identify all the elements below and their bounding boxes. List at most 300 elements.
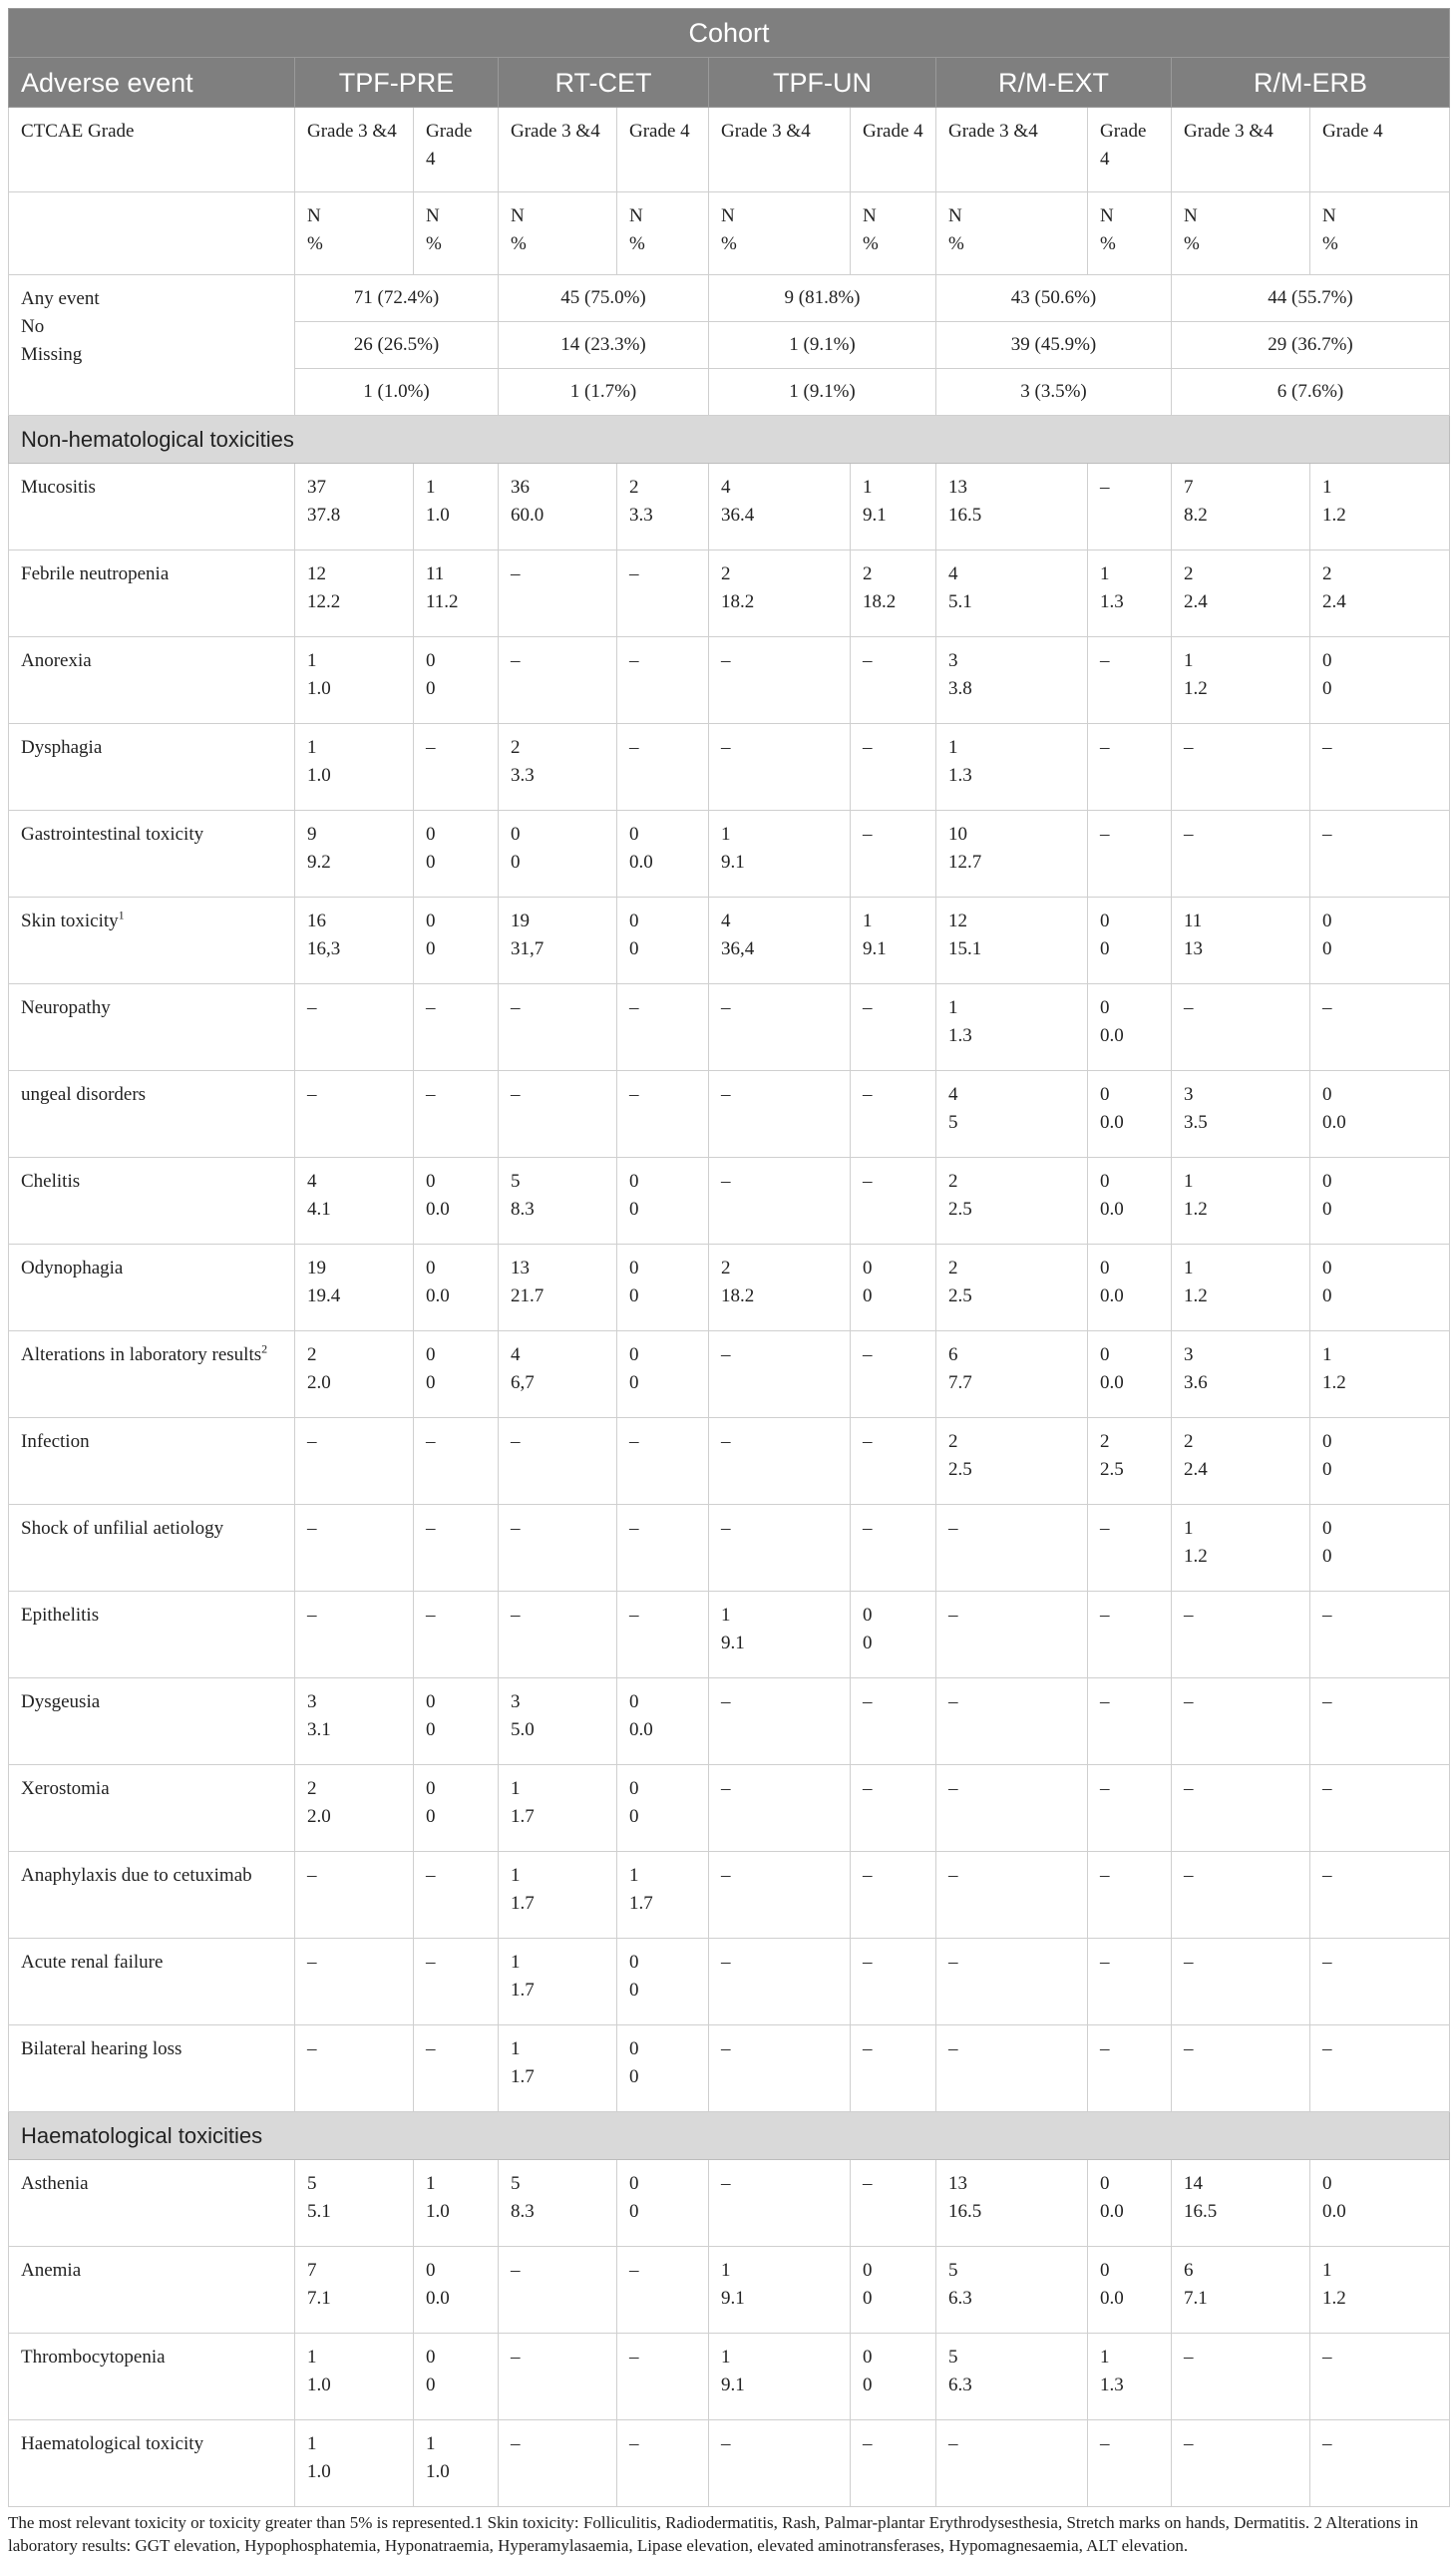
data-cell <box>709 1245 851 1331</box>
cell-count: – <box>1322 997 1332 1018</box>
footnote-marker: 1 <box>118 908 125 922</box>
data-cell <box>499 984 617 1071</box>
data-cell <box>1310 1678 1450 1765</box>
data-cell <box>414 1592 499 1678</box>
data-cell <box>1310 2420 1450 2507</box>
data-cell <box>1172 1158 1310 1245</box>
table-row <box>9 811 1450 898</box>
data-cell <box>936 2247 1088 2334</box>
data-cell <box>1172 1071 1310 1158</box>
cell-count: 1 <box>511 2038 521 2059</box>
cell-count: 0 <box>629 1952 639 1973</box>
cell-count: 11 <box>426 563 445 584</box>
data-cell <box>709 1418 851 1505</box>
data-cell <box>1172 1418 1310 1505</box>
cell-percent: 21.7 <box>511 1285 545 1306</box>
cell-percent: 13 <box>1184 938 1203 959</box>
cell-percent: 0.0 <box>1100 1025 1124 1046</box>
cell-count: – <box>1322 737 1332 758</box>
cell-percent: 3.6 <box>1184 1372 1208 1393</box>
cell-percent: 2.5 <box>948 1459 972 1480</box>
row-label <box>9 1678 295 1765</box>
cell-count: 1 <box>1184 1258 1194 1278</box>
data-cell <box>499 2420 617 2507</box>
data-cell <box>936 637 1088 724</box>
cell-count: – <box>1100 1518 1110 1539</box>
data-cell <box>499 1939 617 2025</box>
row-label <box>9 2420 295 2507</box>
n-label: N <box>863 205 877 226</box>
cell-count: 0 <box>629 1258 639 1278</box>
data-cell <box>936 550 1088 637</box>
cell-count: – <box>629 1084 639 1105</box>
cohort-header: RT-CET <box>499 58 709 108</box>
data-cell <box>499 1245 617 1331</box>
cell-count: 4 <box>721 477 731 498</box>
data-cell <box>851 984 936 1071</box>
data-cell <box>936 984 1088 1071</box>
cell-count: 7 <box>1184 477 1194 498</box>
data-cell <box>499 811 617 898</box>
cell-percent: 2.4 <box>1322 591 1346 612</box>
row-label-text: Febrile neutropenia <box>21 563 170 584</box>
cell-percent: 0 <box>629 2066 639 2087</box>
cell-percent: 1.2 <box>1184 678 1208 699</box>
data-cell <box>295 811 414 898</box>
data-cell <box>617 1245 709 1331</box>
cell-percent: 16.5 <box>948 505 982 526</box>
cell-percent: 8.2 <box>1184 505 1208 526</box>
cell-count: – <box>721 1084 731 1105</box>
grade-cell: Grade 4 <box>1310 108 1450 192</box>
cell-percent: 0 <box>426 2374 436 2395</box>
data-cell <box>1088 2334 1172 2420</box>
cell-percent: 5.1 <box>307 2201 331 2222</box>
cell-count: 0 <box>1100 2260 1110 2281</box>
data-cell <box>1310 984 1450 1071</box>
table-row <box>9 1939 1450 2025</box>
cell-count: 0 <box>1322 1258 1332 1278</box>
table-container <box>8 8 1449 2557</box>
data-cell <box>617 1678 709 1765</box>
cell-count: – <box>721 2038 731 2059</box>
cell-count: 2 <box>721 563 731 584</box>
cell-percent: 7.7 <box>948 1372 972 1393</box>
data-cell <box>295 2160 414 2247</box>
cell-count: 2 <box>1100 1431 1110 1452</box>
data-cell <box>414 1245 499 1331</box>
summary-cell: 1 (1.0%) <box>295 369 499 416</box>
cell-count: 0 <box>863 1605 873 1626</box>
cell-count: – <box>629 650 639 671</box>
cell-percent: 0 <box>1322 678 1332 699</box>
data-cell <box>936 2160 1088 2247</box>
data-cell <box>936 724 1088 811</box>
cell-count: 1 <box>1322 2260 1332 2281</box>
cell-count: 0 <box>426 2347 436 2368</box>
cell-count: 0 <box>426 1691 436 1712</box>
n-percent-cell <box>617 192 709 275</box>
data-cell <box>295 1765 414 1852</box>
cell-percent: 9.2 <box>307 852 331 873</box>
cell-percent: 1.2 <box>1322 2288 1346 2309</box>
n-label: N <box>629 205 643 226</box>
n-label: N <box>721 205 735 226</box>
summary-cell: 26 (26.5%) <box>295 322 499 369</box>
table-row <box>9 2420 1450 2507</box>
cell-count: – <box>721 1691 731 1712</box>
cell-count: – <box>1100 1605 1110 1626</box>
row-label-text: Dysgeusia <box>21 1691 101 1712</box>
data-cell <box>1088 1765 1172 1852</box>
cell-percent: 60.0 <box>511 505 545 526</box>
row-label <box>9 898 295 984</box>
data-cell <box>414 1505 499 1592</box>
data-cell <box>936 1331 1088 1418</box>
cell-count: – <box>511 563 521 584</box>
cell-count: 9 <box>307 824 317 845</box>
cell-percent: 0 <box>1322 1285 1332 1306</box>
cell-count: 1 <box>307 650 317 671</box>
data-cell <box>1172 724 1310 811</box>
data-cell <box>1310 637 1450 724</box>
data-cell <box>851 811 936 898</box>
cell-count: 2 <box>629 477 639 498</box>
data-cell <box>709 2334 851 2420</box>
data-cell <box>617 550 709 637</box>
n-percent-cell <box>1172 192 1310 275</box>
data-cell <box>936 898 1088 984</box>
row-label <box>9 1071 295 1158</box>
grade-cell: Grade 4 <box>617 108 709 192</box>
table-row <box>9 898 1450 984</box>
row-label-text: Anorexia <box>21 650 92 671</box>
cell-count: 1 <box>863 911 873 931</box>
cohort-header: R/M-ERB <box>1172 58 1450 108</box>
cell-count: – <box>863 1952 873 1973</box>
data-cell <box>414 2420 499 2507</box>
cell-count: – <box>863 1084 873 1105</box>
summary-cell: 1 (9.1%) <box>709 369 936 416</box>
summary-cell: 14 (23.3%) <box>499 322 709 369</box>
table-row <box>9 1505 1450 1592</box>
cell-percent: 0 <box>1322 1546 1332 1567</box>
cell-count: – <box>948 1605 958 1626</box>
data-cell <box>709 811 851 898</box>
data-cell <box>851 1158 936 1245</box>
cell-count: 1 <box>1184 1171 1194 1192</box>
n-label: N <box>426 205 440 226</box>
cell-percent: 1.2 <box>1184 1285 1208 1306</box>
cell-count: – <box>1100 1865 1110 1886</box>
cell-percent: 9.1 <box>863 505 887 526</box>
cell-count: – <box>721 650 731 671</box>
row-label-text: Chelitis <box>21 1171 81 1192</box>
cohort-header: TPF-UN <box>709 58 936 108</box>
row-label <box>9 1592 295 1678</box>
data-cell <box>295 1505 414 1592</box>
data-cell <box>1172 898 1310 984</box>
cell-count: – <box>511 1431 521 1452</box>
cell-count: – <box>863 997 873 1018</box>
cell-count: – <box>863 824 873 845</box>
data-cell <box>499 1418 617 1505</box>
grade-cell: Grade 3 &4 <box>709 108 851 192</box>
data-cell <box>851 464 936 550</box>
data-cell <box>1310 1505 1450 1592</box>
summary-cell: 39 (45.9%) <box>936 322 1172 369</box>
data-cell <box>414 1418 499 1505</box>
cell-count: 2 <box>307 1778 317 1799</box>
table-row <box>9 1592 1450 1678</box>
cell-count: – <box>721 1865 731 1886</box>
cell-percent: 1.3 <box>948 765 972 786</box>
data-cell <box>1310 1765 1450 1852</box>
cell-count: – <box>629 2433 639 2454</box>
data-cell <box>617 724 709 811</box>
cell-count: – <box>863 2433 873 2454</box>
row-label-text: ungeal disorders <box>21 1084 147 1105</box>
row-label-text: Shock of unfilial aetiology <box>21 1518 224 1539</box>
cell-count: – <box>629 1518 639 1539</box>
table-row <box>9 2334 1450 2420</box>
cell-percent: 9.1 <box>721 1633 745 1653</box>
data-cell <box>295 1158 414 1245</box>
data-cell <box>709 984 851 1071</box>
n-percent-cell <box>499 192 617 275</box>
data-cell <box>617 811 709 898</box>
cell-count: – <box>721 1952 731 1973</box>
cell-percent: 1.7 <box>629 1893 653 1914</box>
data-cell <box>1310 2247 1450 2334</box>
data-cell <box>1088 1939 1172 2025</box>
cell-count: 5 <box>948 2347 958 2368</box>
data-cell <box>709 1765 851 1852</box>
n-percent-cell <box>295 192 414 275</box>
data-cell <box>851 1418 936 1505</box>
cell-count: – <box>1100 1778 1110 1799</box>
data-cell <box>1310 1331 1450 1418</box>
row-label <box>9 1158 295 1245</box>
cell-count: 0 <box>426 650 436 671</box>
data-cell <box>295 724 414 811</box>
cell-percent: 1.0 <box>307 678 331 699</box>
cell-count: 1 <box>1322 1344 1332 1365</box>
data-cell <box>295 1331 414 1418</box>
cell-percent: 1.0 <box>307 2374 331 2395</box>
cell-count: – <box>1184 2433 1194 2454</box>
cell-count: – <box>1100 477 1110 498</box>
data-cell <box>295 1418 414 1505</box>
cell-count: – <box>1184 1952 1194 1973</box>
cell-count: – <box>1184 1778 1194 1799</box>
cell-percent: 1.3 <box>948 1025 972 1046</box>
data-cell <box>499 637 617 724</box>
data-cell <box>1172 550 1310 637</box>
cell-percent: 0 <box>629 1199 639 1220</box>
cell-count: – <box>721 737 731 758</box>
data-cell <box>851 724 936 811</box>
cell-count: – <box>426 2038 436 2059</box>
cell-count: 0 <box>863 2347 873 2368</box>
cell-percent: 0 <box>629 1285 639 1306</box>
data-cell <box>1088 811 1172 898</box>
data-cell <box>1088 637 1172 724</box>
cell-percent: 37.8 <box>307 505 341 526</box>
cell-percent: 8.3 <box>511 1199 535 1220</box>
cell-count: 2 <box>1184 563 1194 584</box>
n-percent-cell <box>936 192 1088 275</box>
cell-count: 0 <box>629 824 639 845</box>
n-percent-cell <box>709 192 851 275</box>
data-cell <box>1310 1592 1450 1678</box>
data-cell <box>936 1678 1088 1765</box>
cell-count: – <box>1322 2433 1332 2454</box>
table-row <box>9 724 1450 811</box>
grade-cell: Grade 4 <box>414 108 499 192</box>
cell-count: 0 <box>426 1344 436 1365</box>
data-cell <box>936 1852 1088 1939</box>
cell-count: 1 <box>426 2433 436 2454</box>
cell-count: – <box>307 997 317 1018</box>
cell-count: – <box>1100 1952 1110 1973</box>
data-cell <box>709 2420 851 2507</box>
data-cell <box>499 1592 617 1678</box>
cell-count: 19 <box>511 911 530 931</box>
n-percent-cell <box>414 192 499 275</box>
summary-cell: 45 (75.0%) <box>499 275 709 322</box>
summary-cell: 1 (9.1%) <box>709 322 936 369</box>
data-cell <box>414 2025 499 2112</box>
row-label-text: Acute renal failure <box>21 1952 164 1973</box>
data-cell <box>1172 1765 1310 1852</box>
summary-cell: 43 (50.6%) <box>936 275 1172 322</box>
row-label <box>9 464 295 550</box>
percent-label: % <box>629 233 645 254</box>
cell-count: 4 <box>721 911 731 931</box>
cell-count: 4 <box>948 1084 958 1105</box>
cell-count: – <box>426 1865 436 1886</box>
cell-count: – <box>629 1431 639 1452</box>
cell-count: – <box>1322 1865 1332 1886</box>
row-label-text: Infection <box>21 1431 90 1452</box>
cell-percent: 0 <box>426 1372 436 1393</box>
data-cell <box>499 1678 617 1765</box>
cell-count: 0 <box>1100 1344 1110 1365</box>
grade-cell: Grade 3 &4 <box>499 108 617 192</box>
n-label: N <box>1100 205 1114 226</box>
cell-percent: 1.2 <box>1322 505 1346 526</box>
cell-percent: 0.0 <box>629 852 653 873</box>
cell-count: 1 <box>948 737 958 758</box>
cell-count: 0 <box>629 1344 639 1365</box>
cell-count: – <box>629 737 639 758</box>
data-cell <box>851 1505 936 1592</box>
data-cell <box>414 1852 499 1939</box>
data-cell <box>1088 2160 1172 2247</box>
data-cell <box>709 637 851 724</box>
row-label-text: Epithelitis <box>21 1605 100 1626</box>
cell-count: – <box>863 2038 873 2059</box>
cell-count: 0 <box>1322 1431 1332 1452</box>
grade-cell: Grade 4 <box>1088 108 1172 192</box>
cell-percent: 0 <box>1322 1199 1332 1220</box>
cell-count: 0 <box>629 2173 639 2194</box>
data-cell <box>709 724 851 811</box>
cell-percent: 1.7 <box>511 1806 535 1827</box>
table-row <box>9 2025 1450 2112</box>
cell-count: 36 <box>511 477 530 498</box>
data-cell <box>1310 724 1450 811</box>
cell-percent: 9.1 <box>863 938 887 959</box>
cell-count: 1 <box>948 997 958 1018</box>
table-row <box>9 1678 1450 1765</box>
data-cell <box>709 550 851 637</box>
data-cell <box>1088 1331 1172 1418</box>
cell-count: 1 <box>863 477 873 498</box>
cell-count: – <box>863 737 873 758</box>
cell-percent: 0 <box>426 852 436 873</box>
summary-cell: 71 (72.4%) <box>295 275 499 322</box>
data-cell <box>295 2420 414 2507</box>
cell-count: 5 <box>511 2173 521 2194</box>
table-row <box>9 1245 1450 1331</box>
cell-percent: 18.2 <box>863 591 897 612</box>
data-cell <box>295 2247 414 2334</box>
cell-count: 4 <box>948 563 958 584</box>
cell-percent: 0.0 <box>1100 1112 1124 1133</box>
cell-count: – <box>948 2038 958 2059</box>
row-label-text: Thrombocytopenia <box>21 2347 166 2368</box>
row-label-text: Skin toxicity <box>21 911 119 931</box>
row-label <box>9 637 295 724</box>
ctcae-grade-row <box>9 108 1450 192</box>
row-label <box>9 1505 295 1592</box>
cell-percent: 1.7 <box>511 2066 535 2087</box>
cell-percent: 2.5 <box>948 1199 972 1220</box>
cell-count: – <box>721 997 731 1018</box>
data-cell <box>851 2025 936 2112</box>
cell-percent: 5.0 <box>511 1719 535 1740</box>
row-label <box>9 724 295 811</box>
data-cell <box>1088 984 1172 1071</box>
data-cell <box>1310 1158 1450 1245</box>
summary-cell: 29 (36.7%) <box>1172 322 1450 369</box>
data-cell <box>617 464 709 550</box>
data-cell <box>1172 1331 1310 1418</box>
cell-percent: 5.1 <box>948 591 972 612</box>
cell-count: 1 <box>426 477 436 498</box>
cell-percent: 0 <box>426 1806 436 1827</box>
data-cell <box>1088 2420 1172 2507</box>
cell-count: – <box>1322 2038 1332 2059</box>
cell-percent: 0 <box>426 1719 436 1740</box>
data-cell <box>295 1939 414 2025</box>
cell-count: – <box>1184 2038 1194 2059</box>
data-cell <box>851 2420 936 2507</box>
cell-count: 0 <box>426 824 436 845</box>
cell-count: 5 <box>307 2173 317 2194</box>
data-cell <box>1172 1505 1310 1592</box>
cell-count: – <box>1184 1865 1194 1886</box>
data-cell <box>499 898 617 984</box>
cell-count: – <box>307 1952 317 1973</box>
data-cell <box>414 1939 499 2025</box>
cell-count: 1 <box>511 1778 521 1799</box>
cell-count: 6 <box>1184 2260 1194 2281</box>
data-cell <box>617 1592 709 1678</box>
cell-percent: 11.2 <box>426 591 459 612</box>
